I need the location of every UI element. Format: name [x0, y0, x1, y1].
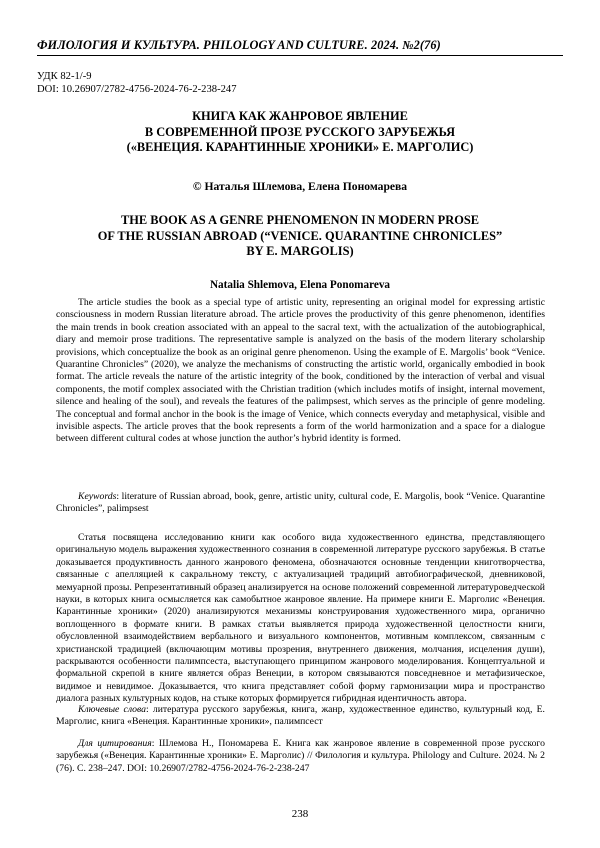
- doi: DOI: 10.26907/2782-4756-2024-76-2-238-247: [37, 84, 237, 95]
- title-ru-line: КНИГА КАК ЖАНРОВОЕ ЯВЛЕНИЕ: [192, 109, 408, 123]
- running-head: ФИЛОЛОГИЯ И КУЛЬТУРА. PHILOLOGY AND CULTURE. 2024. №2(76): [37, 38, 441, 52]
- udk-code: УДК 82-1/-9: [37, 71, 92, 82]
- page-number: 238: [291, 808, 309, 820]
- article-meta: [37, 70, 237, 96]
- title-russian: [37, 109, 563, 156]
- keywords-text: : literature of Russian abroad, book, genre, artistic unity, cultural code, E. Margolis, book “Venice. Quarantine Chronicles”, palimpsest: [56, 491, 545, 515]
- abstract-english: The article studies the book as a special type of artistic unity, representing an original model for expressing artistic consciousness in modern Russian literature abroad. The article proves the productivity of this genre phenomenon, identifies the main trends in book creation associated with an appeal to the sacral text, with the actualization of the autobiographical, diary and memoir prose traditions. The representative sample is analyzed on the basis of the modern literary scholarship provisions, which conceptualize the book as an original genre phenomenon. Using the example of E. Margolis’ book “Venice. Quarantine Chronicles” (2020), we analyze the mechanisms of constructing the artistic world, organically embodied in book format. The article reveals the nature of the artistic integrity of the book, conditioned by the interaction of verbal and visual components, the motif complex associated with the Christian tradition (which includes motifs of insight, internal movement, silence and healing of the soul), and reveals the features of the palimpsest, which serves as the principle of genre modeling. The conceptual and formal anchor in the book is the image of Venice, which connects everyday and metaphysical, visible and invisible aspects. The article proves that the book represents a form of the world harmonization and a space for a dialogue between different cultural codes at whose junction the author’s hybrid identity is formed.: [56, 297, 545, 445]
- title-en-line: OF THE RUSSIAN ABROAD (“VENICE. QUARANTINE CHRONICLES”: [97, 228, 503, 243]
- title-ru-line: В СОВРЕМЕННОЙ ПРОЗЕ РУССКОГО ЗАРУБЕЖЬЯ: [144, 124, 456, 139]
- title-en-line: THE BOOK AS A GENRE PHENOMENON IN MODERN PROSE: [121, 213, 479, 227]
- header-rule: [37, 55, 563, 56]
- abstract-russian: Статья посвящена исследованию книги как особого вида художественного единства, представляющего оригинальную модель выражения художественного сознания в современной литературе русского зарубежья. В статье доказывается продуктивность данного жанрового феномена, обозначаются основные тенденции книготворчества, связанные с апелляцией к сакральному тексту, с актуализацией традиций автобиографической, дневниковой, мемуарной прозы. Репрезентативный образец анализируется на основе положений современной литературоведческой науки, в которых книга осмысляется как самобытное жанровое явление. На примере книги Е. Марголис «Венеция. Карантинные хроники» (2020) анализируются механизмы конструирования художественного мира, органично воплощенного в формате книги. В рамках статьи выявляется природа художественной целостности книги, обусловленной взаимодействием вербального и визуального компонентов, мотивным комплексом, связанным с христианской традицией (включающим мотивы прозрения, внутреннего движения, молчания, исцеления души), раскрываются особенности палимпсеста, выступающего принципом жанрового моделирования. Концептуальной и формальной скрепой в книге является образ Венеции, в котором связываются повседневное и метафизическое, видимое и невидимое. Доказывается, что книга представляет собой форму гармонизации мира и пространство диалога разных культурных кодов, на стыке которых формируется гибридная идентичность автора.: [56, 532, 545, 705]
- keywords-label: Ключевые слова: [78, 704, 147, 715]
- authors-russian: © Наталья Шлемова, Елена Пономарева: [192, 180, 408, 193]
- keywords-english: [56, 491, 545, 516]
- keywords-text: : литература русского зарубежья, книга, жанр, художественное единство, культурный код, Е. Марголис, книга «Венеция. Карантинные хроники», палимпсест: [56, 704, 545, 728]
- title-en-line: BY E. MARGOLIS): [246, 244, 354, 259]
- citation-label: Для цитирования: [78, 738, 152, 749]
- title-ru-line: («ВЕНЕЦИЯ. КАРАНТИННЫЕ ХРОНИКИ» Е. МАРГОЛИС): [126, 140, 474, 155]
- keywords-russian: [56, 704, 545, 729]
- authors-english: Natalia Shlemova, Elena Ponomareva: [209, 279, 391, 291]
- keywords-label: Keywords: [78, 491, 117, 502]
- title-english: [37, 213, 563, 260]
- citation: [56, 738, 545, 775]
- citation-text: : Шлемова Н., Пономарева Е. Книга как жанровое явление в современной прозе русского зарубежья («Венеция. Карантинные хроники» Е. Марголис) // Филология и культура. Philology and Culture. 2024. № 2 (76). С. 238–247. DOI: 10.26907/2782-4756-2024-76-2-238-247: [56, 738, 545, 774]
